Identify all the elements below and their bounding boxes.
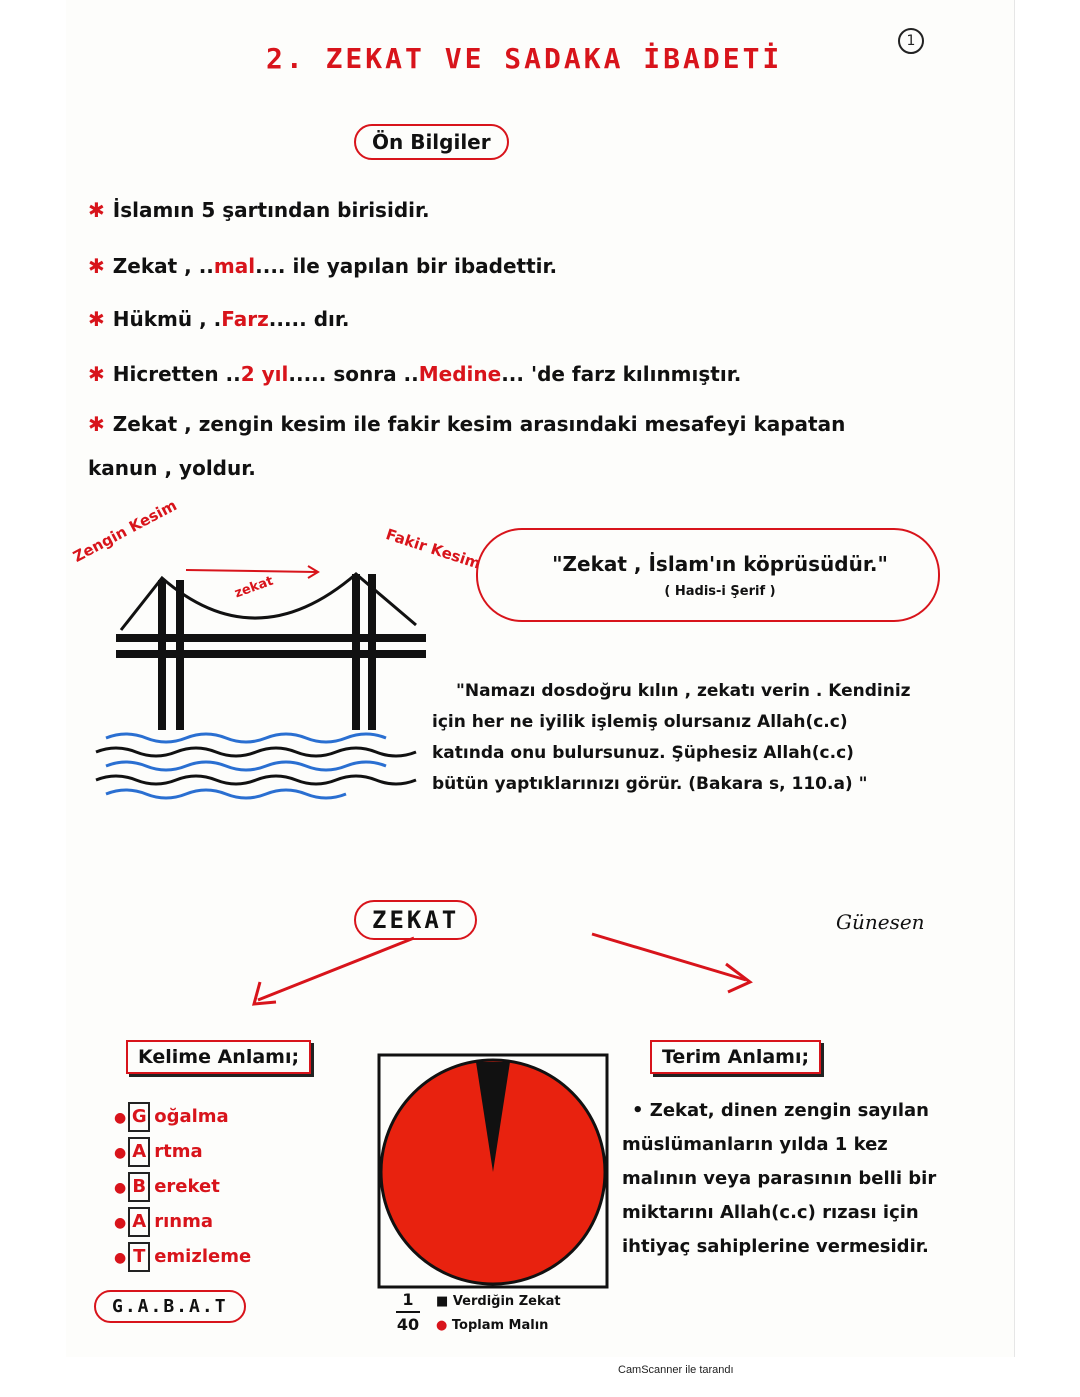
bullet-5-continuation: kanun , yoldur. [88,456,256,480]
acronym-rest: oğalma [154,1106,229,1127]
bullet-3-text-b: ..... dır. [268,307,350,331]
bullet-4-text-b: ..... sonra .. [288,362,419,386]
terim-text [622,1094,936,1264]
asterisk-icon: ✱ [88,254,105,278]
verse-line: için her ne iyilik işlemiş olursanız Allah(c.c) [432,712,848,732]
acronym-letter: A [128,1137,150,1167]
acronym-rest: rınma [154,1211,213,1232]
bullet-1-text: İslamın 5 şartından birisidir. [112,198,430,222]
zengin-kesim-label: Zengin Kesim [70,496,180,566]
asterisk-icon: ✱ [88,412,105,436]
signature: Günesen [836,910,925,934]
page-number: 1 [898,28,924,54]
verse-line: katında onu bulursunuz. Şüphesiz Allah(c.c) [432,743,854,763]
bullet-3-text-a: Hükmü , . [112,307,222,331]
legend-item-zekat: ■ Verdiğin Zekat [436,1294,561,1309]
acronym-item: ● G oğalma [114,1100,251,1135]
pie-figure [376,1052,612,1292]
bridge-drawing [66,530,426,810]
bullet-1 [88,196,430,224]
zekat-heading: ZEKAT [354,900,477,940]
bullet-2 [88,252,557,280]
asterisk-icon: ✱ [88,307,105,331]
terim-line: ihtiyaç sahiplerine vermesidir. [622,1236,929,1257]
acronym-rest: emizleme [154,1246,252,1267]
asterisk-icon: ✱ [88,362,105,386]
acronym-item: ● B ereket [114,1170,251,1205]
bullet-5-text: Zekat , zengin kesim ile fakir kesim arasındaki mesafeyi kapatan [112,412,846,436]
bullet-3 [88,305,349,333]
terim-line: müslümanların yılda 1 kez [622,1134,888,1155]
acronym-letter: T [128,1242,150,1272]
terim-anlami-heading: Terim Anlamı; [650,1040,821,1074]
acronym-letter: B [128,1172,150,1202]
terim-line: • Zekat, dinen zengin sayılan [632,1100,929,1121]
page-title: 2. ZEKAT VE SADAKA İBADETİ [266,42,783,75]
acronym-rest: ereket [154,1176,220,1197]
bullet-3-fill: Farz [221,307,269,331]
scanner-note: CamScanner ile tarandı [618,1364,734,1376]
bullet-4-fill-medine: Medine [418,362,502,386]
notebook-page [66,0,1015,1357]
acronym-rest: rtma [154,1141,203,1162]
acronym-letter: A [128,1207,150,1237]
branch-arrows [236,920,756,1030]
terim-line: malının veya parasının belli bir [622,1168,937,1189]
bullet-4-fill: 2 yıl [240,362,289,386]
fraction-denominator: 40 [396,1315,420,1334]
legend-label: Verdiğin Zekat [452,1294,561,1309]
verse-line: "Namazı dosdoğru kılın , zekatı verin . Kendiniz [456,681,911,701]
hadith-source: ( Hadis-i Şerif ) [664,584,776,599]
fraction [396,1290,420,1334]
legend-label: Toplam Malın [451,1318,549,1333]
on-bilgiler-heading: Ön Bilgiler [354,124,509,160]
fraction-numerator: 1 [402,1290,414,1309]
bullet-4 [88,360,741,388]
fakir-kesim-label: Fakir Kesim [383,525,483,573]
hadith-text: "Zekat , İslam'ın köprüsüdür." [552,552,888,576]
bullet-2-fill: mal [213,254,256,278]
kelime-anlami-heading: Kelime Anlamı; [126,1040,311,1074]
bullet-2-text-b: .... ile yapılan bir ibadettir. [255,254,558,278]
bullet-4-text-c: ... 'de farz kılınmıştır. [501,362,742,386]
bullet-2-text-a: Zekat , .. [112,254,214,278]
acronym-item: ● A rtma [114,1135,251,1170]
acronym-item: ● A rınma [114,1205,251,1240]
pie-legend [436,1290,561,1338]
verse-line: bütün yaptıklarınızı görür. (Bakara s, 110.a) " [432,774,868,794]
bullet-4-text-a: Hicretten .. [112,362,241,386]
bullet-5 [88,410,845,438]
acronym-gabat: G.A.B.A.T [94,1290,246,1323]
terim-line: miktarını Allah(c.c) rızası için [622,1202,919,1223]
zekat-arrow-label: zekat [232,573,276,602]
acronym-list [114,1100,251,1275]
legend-item-toplam: ● Toplam Malın [436,1318,549,1333]
asterisk-icon: ✱ [88,198,105,222]
acronym-item: ● T emizleme [114,1240,251,1275]
verse-block [432,676,911,800]
acronym-letter: G [128,1102,150,1132]
